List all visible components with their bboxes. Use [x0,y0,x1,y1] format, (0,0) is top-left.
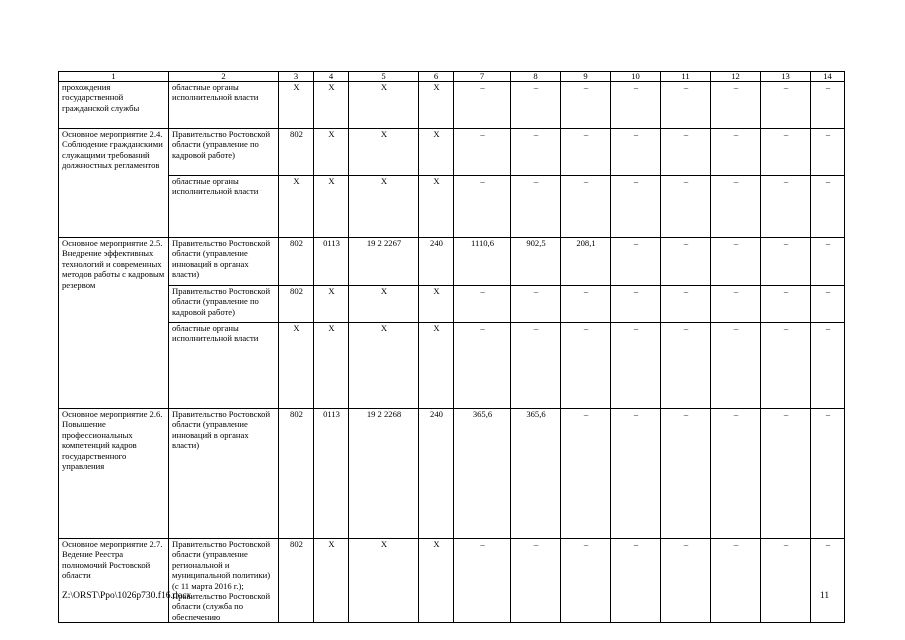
value-cell: 365,6 [511,409,561,539]
column-number-header: 13 [761,72,811,82]
column-number-header: 2 [169,72,279,82]
value-cell: 802 [279,409,314,539]
value-cell: 802 [279,286,314,323]
value-cell: – [611,176,661,238]
executor-cell: Правительство Ростовской области (управление региональной и муниципальной политики) (с 11 марта 2016 г.); Правительство Ростовской области (служба по обеспечению [169,539,279,623]
value-cell: – [661,286,711,323]
value-cell: – [561,323,611,409]
value-cell: – [611,82,661,129]
value-cell: – [811,323,845,409]
value-cell: X [349,82,419,129]
value-cell: – [511,323,561,409]
value-cell: X [314,323,349,409]
value-cell: – [661,82,711,129]
value-cell: X [419,82,454,129]
activity-cell: Основное мероприятие 2.7. Ведение Реестра полномочий Ростовской области [59,539,169,623]
value-cell: – [711,82,761,129]
activity-cell: Основное мероприятие 2.6. Повышение профессиональных компетенций кадров государственного управления [59,409,169,539]
executor-cell: областные органы исполнительной власти [169,176,279,238]
value-cell: – [454,82,511,129]
column-number-header: 9 [561,72,611,82]
value-cell: – [761,176,811,238]
value-cell: – [661,409,711,539]
value-cell: – [711,286,761,323]
value-cell: 802 [279,539,314,623]
activity-cell: прохождения государственной гражданской службы [59,82,169,129]
table-row [59,129,845,176]
value-cell: X [314,286,349,323]
table-header-row [59,72,845,82]
table-row [59,409,845,539]
value-cell: 802 [279,129,314,176]
value-cell: – [454,286,511,323]
value-cell: 240 [419,409,454,539]
value-cell: – [661,323,711,409]
value-cell: 19 2 2268 [349,409,419,539]
executor-cell: Правительство Ростовской области (управление по кадровой работе) [169,286,279,323]
executor-cell: областные органы исполнительной власти [169,82,279,129]
value-cell: – [761,409,811,539]
executor-cell: областные органы исполнительной власти [169,323,279,409]
value-cell: 0113 [314,238,349,286]
value-cell: X [349,129,419,176]
value-cell: – [711,129,761,176]
column-number-header: 7 [454,72,511,82]
activity-cell: Основное мероприятие 2.4. Соблюдение гражданскими служащими требований должностных регламентов [59,129,169,238]
column-number-header: 3 [279,72,314,82]
value-cell: 1110,6 [454,238,511,286]
value-cell: 902,5 [511,238,561,286]
value-cell: – [661,238,711,286]
value-cell: – [561,129,611,176]
table-row [59,286,845,323]
value-cell: – [611,238,661,286]
value-cell: 365,6 [454,409,511,539]
column-number-header: 5 [349,72,419,82]
value-cell: X [419,176,454,238]
value-cell: – [811,238,845,286]
value-cell: – [711,176,761,238]
column-number-header: 11 [661,72,711,82]
value-cell: – [661,176,711,238]
column-number-header: 8 [511,72,561,82]
column-number-header: 10 [611,72,661,82]
value-cell: X [419,286,454,323]
value-cell: – [811,129,845,176]
value-cell: 802 [279,238,314,286]
column-number-header: 4 [314,72,349,82]
value-cell: X [419,129,454,176]
value-cell: – [611,409,661,539]
value-cell: X [314,539,349,623]
value-cell: X [419,539,454,623]
value-cell: X [314,129,349,176]
value-cell: – [761,129,811,176]
value-cell: – [811,539,845,623]
column-number-header: 12 [711,72,761,82]
table-row [59,539,845,623]
value-cell: – [761,238,811,286]
table-row [59,323,845,409]
value-cell: – [661,129,711,176]
table-row [59,176,845,238]
value-cell: X [279,82,314,129]
value-cell: – [454,176,511,238]
value-cell: – [811,286,845,323]
value-cell: – [811,82,845,129]
value-cell: X [349,286,419,323]
value-cell: X [349,323,419,409]
value-cell: X [349,176,419,238]
value-cell: – [611,539,661,623]
value-cell: – [711,409,761,539]
value-cell: X [279,323,314,409]
value-cell: – [611,323,661,409]
executor-cell: Правительство Ростовской области (управление инноваций в органах власти) [169,409,279,539]
value-cell: – [511,82,561,129]
value-cell: – [711,323,761,409]
value-cell: – [454,539,511,623]
value-cell: – [761,286,811,323]
value-cell: – [511,129,561,176]
table-row [59,82,845,129]
executor-cell: Правительство Ростовской области (управление инноваций в органах власти) [169,238,279,286]
value-cell: 208,1 [561,238,611,286]
value-cell: 0113 [314,409,349,539]
value-cell: – [561,539,611,623]
value-cell: – [511,286,561,323]
table-row [59,238,845,286]
value-cell: – [711,539,761,623]
value-cell: – [611,129,661,176]
value-cell: – [511,539,561,623]
column-number-header: 6 [419,72,454,82]
value-cell: 240 [419,238,454,286]
value-cell: – [711,238,761,286]
value-cell: – [561,82,611,129]
activity-cell: Основное мероприятие 2.5. Внедрение эффективных технологий и современных методов работы с кадровым резервом [59,238,169,409]
value-cell: – [761,539,811,623]
value-cell: X [314,82,349,129]
column-number-header: 1 [59,72,169,82]
value-cell: – [811,176,845,238]
value-cell: – [511,176,561,238]
value-cell: X [419,323,454,409]
footer-file-path: Z:\ORST\Ppo\1026p730.f16.docx [62,591,192,601]
executor-cell: Правительство Ростовской области (управление по кадровой работе) [169,129,279,176]
value-cell: 19 2 2267 [349,238,419,286]
value-cell: – [661,539,711,623]
value-cell: – [761,323,811,409]
value-cell: – [611,286,661,323]
page-number: 11 [820,591,830,601]
value-cell: – [454,323,511,409]
value-cell: X [349,539,419,623]
value-cell: – [561,176,611,238]
value-cell: – [561,409,611,539]
column-number-header: 14 [811,72,845,82]
value-cell: X [314,176,349,238]
program-table [58,71,845,623]
value-cell: – [811,409,845,539]
value-cell: X [279,176,314,238]
value-cell: – [761,82,811,129]
value-cell: – [561,286,611,323]
value-cell: – [454,129,511,176]
